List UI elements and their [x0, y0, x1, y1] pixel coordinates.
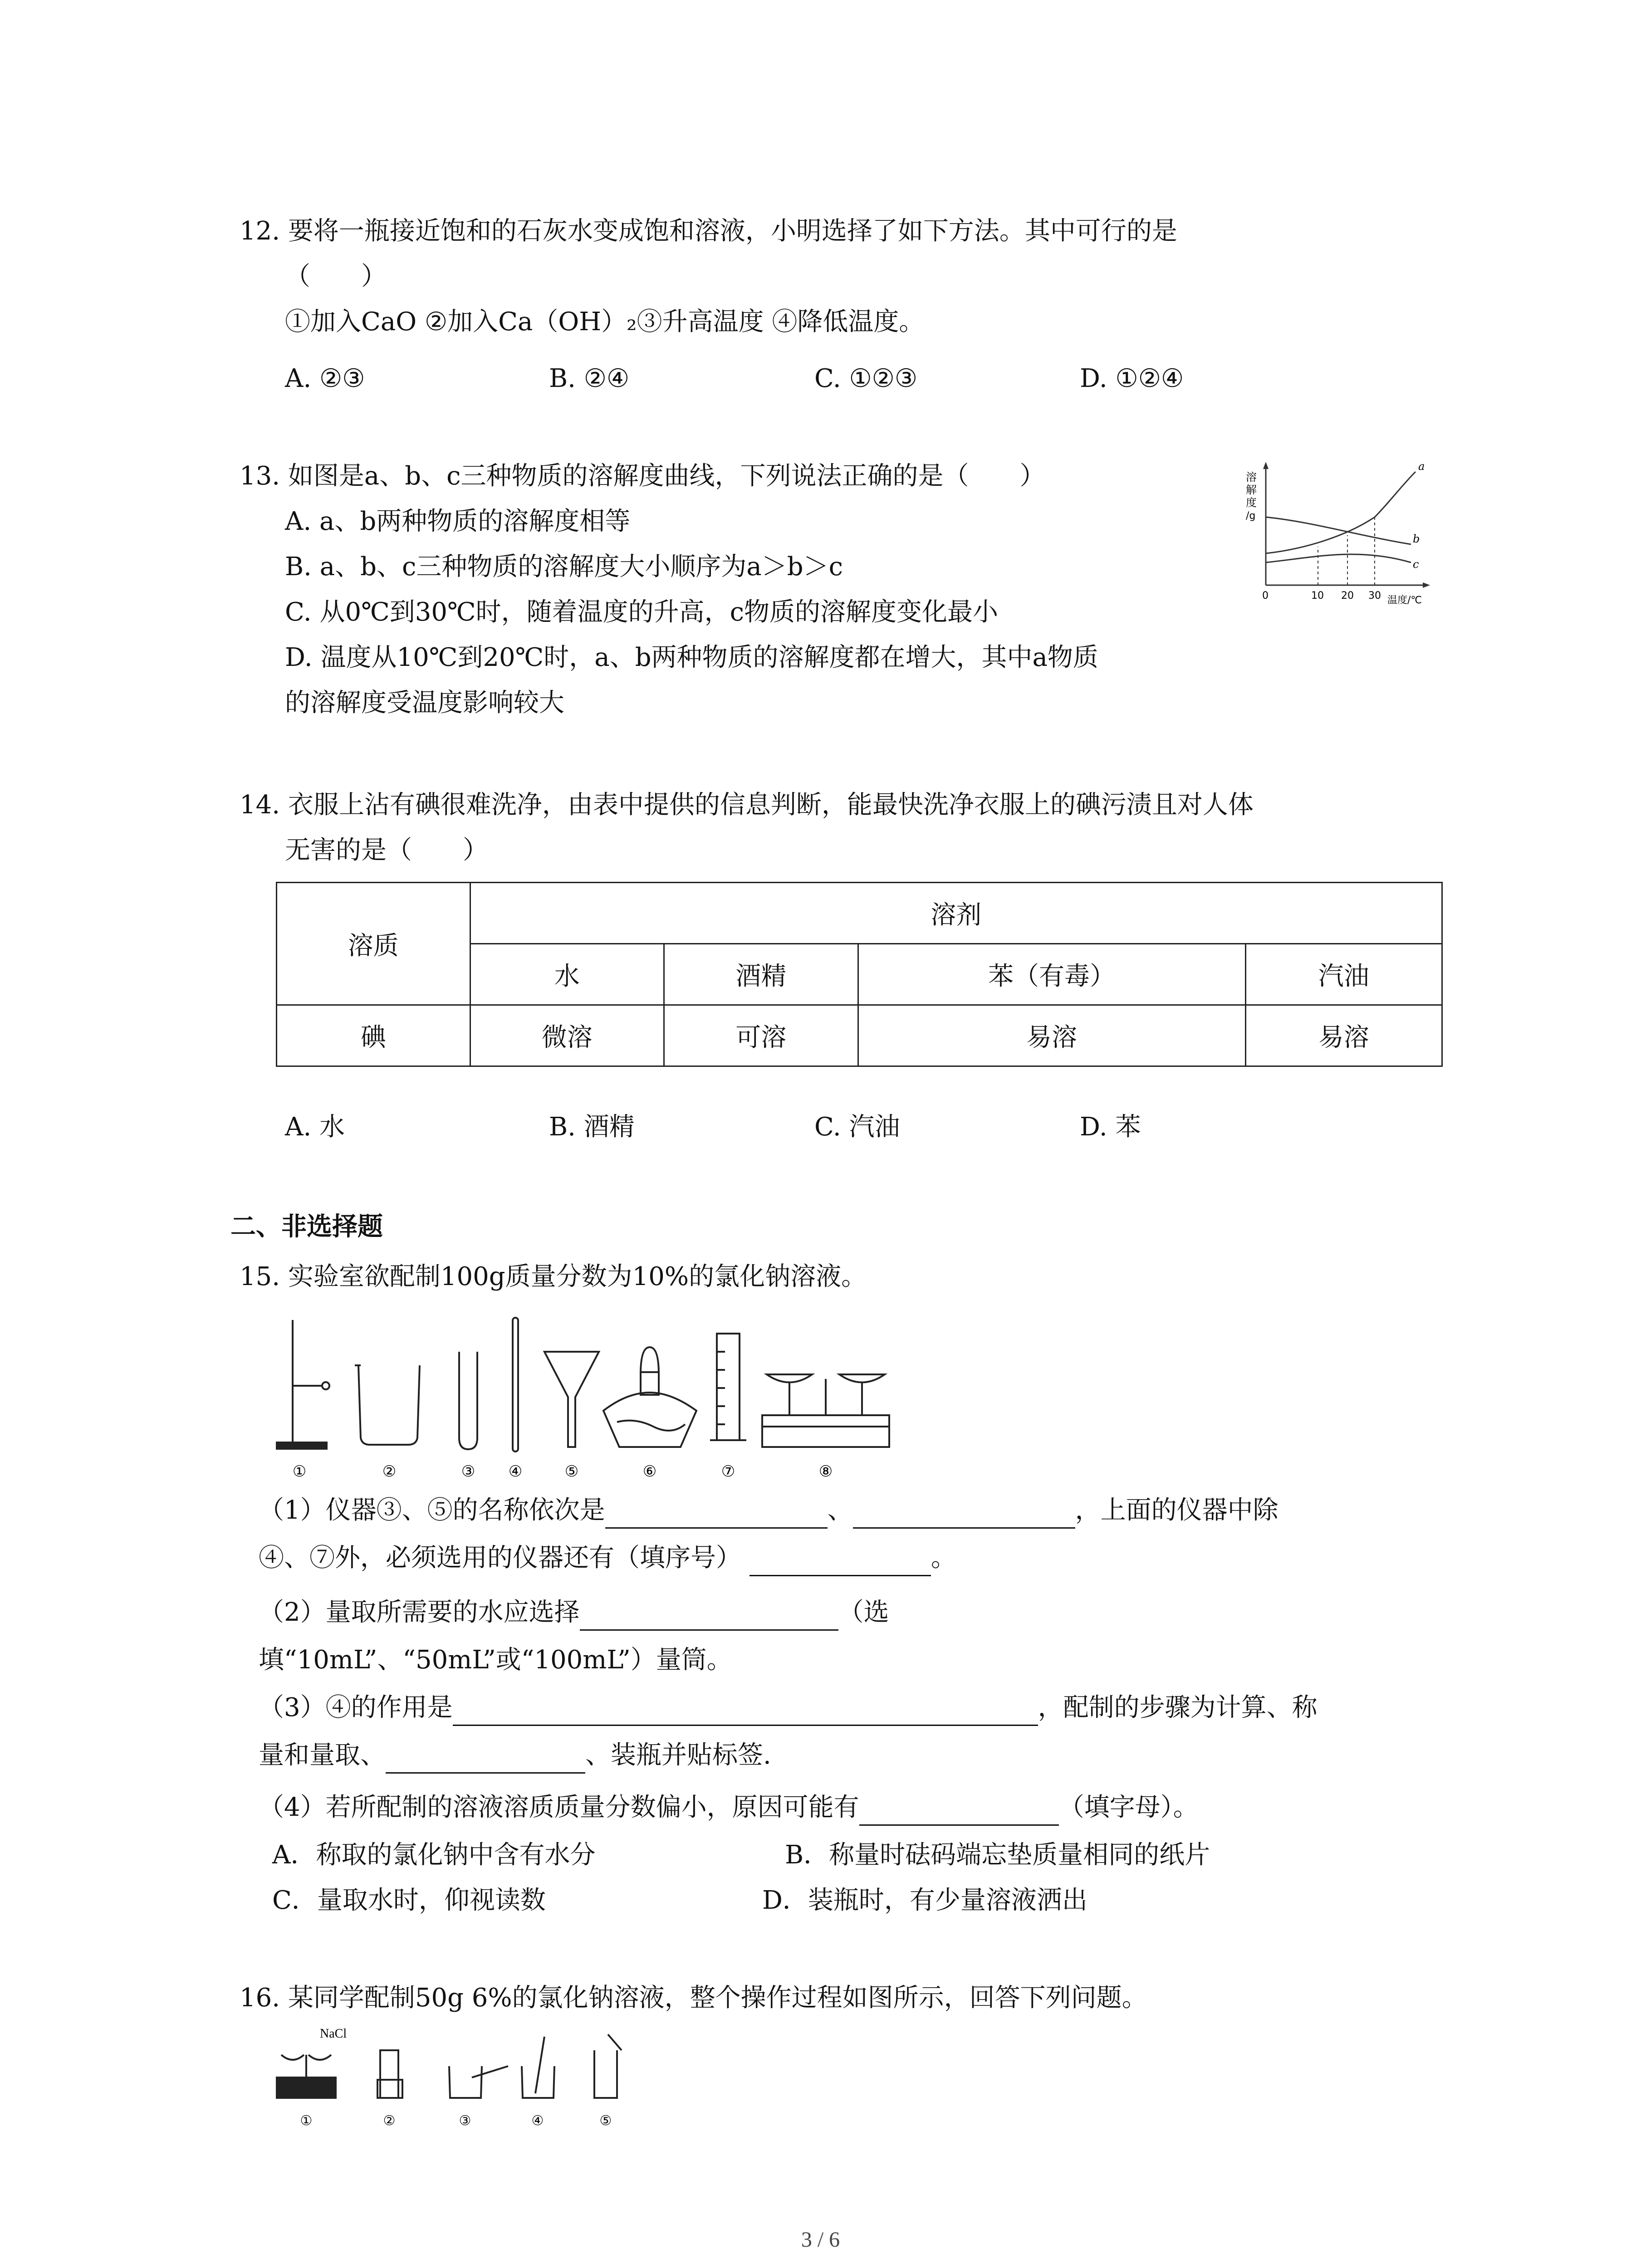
q13-option-c: C. 从0℃到30℃时，随着温度的升高，c物质的溶解度变化最小 [285, 597, 998, 627]
curve-c [1266, 554, 1411, 562]
nacl-label: NaCl [320, 2027, 347, 2041]
x-tick-10: 10 [1311, 590, 1324, 601]
q15-blank-instrument-3[interactable] [605, 1500, 828, 1529]
table-cell: 易溶 [1245, 1005, 1442, 1066]
table-solvent-benzene: 苯（有毒） [858, 944, 1245, 1005]
q14-stem-line2: 无害的是（ ） [285, 836, 488, 865]
apparatus-number-5: ⑤ [564, 1462, 579, 1481]
q13-stem: 13. 如图是a、b、c三种物质的溶解度曲线，下列说法正确的是（ ） [240, 461, 1045, 491]
q15-blank-required-instruments[interactable] [749, 1548, 931, 1576]
q15-part1-line2: ④、⑦外，必须选用的仪器还有（填序号） 。 [259, 1540, 956, 1576]
table-header-solute: 溶质 [277, 883, 470, 1005]
q16-stem: 16. 某同学配制50g 6%的氯化钠溶液，整个操作过程如图所示，回答下列问题。 [240, 1983, 1147, 2013]
table-solute-iodine: 碘 [277, 1005, 470, 1066]
q12-option-b: B. ②④ [549, 364, 630, 393]
solubility-table [276, 882, 1443, 1067]
apparatus-number-2: ② [382, 1462, 397, 1481]
y-label-2: 解 [1246, 484, 1257, 496]
q14-stem-line1: 14. 衣服上沾有碘很难洗净，由表中提供的信息判断，能最快洗净衣服上的碘污渍且对人体 [240, 790, 1254, 820]
apparatus-number-7: ⑦ [721, 1462, 735, 1481]
q13-option-d-continued: 的溶解度受温度影响较大 [285, 688, 564, 718]
step-number-1: ① [300, 2113, 313, 2129]
q15-part2-line2: 填“10mL”、“50mL”或“100mL”）量筒。 [259, 1645, 732, 1675]
q15-blank-rod-function[interactable] [453, 1697, 1038, 1726]
q12-option-a: A. ②③ [285, 364, 365, 393]
apparatus-number-6: ⑥ [642, 1462, 657, 1481]
y-label-3: 度 [1246, 496, 1257, 509]
apparatus-number-4: ④ [508, 1462, 523, 1481]
q13-option-a: A. a、b两种物质的溶解度相等 [285, 507, 631, 536]
q15-part1-line1: （1）仪器③、⑤的名称依次是 、 ，上面的仪器中除 [259, 1492, 1279, 1529]
section-title: 二、非选择题 [230, 1212, 383, 1242]
q15-choice-b: B．称量时砝码端忘垫质量相同的纸片 [785, 1840, 1210, 1870]
q15-part4-line: （4）若所配制的溶液溶质质量分数偏小，原因可能有 （填字母）。 [259, 1789, 1199, 1826]
apparatus-number-1: ① [292, 1462, 307, 1481]
q14-option-a: A. 水 [285, 1112, 345, 1142]
q14-option-b: B. 酒精 [549, 1112, 635, 1142]
y-label-1: 溶 [1246, 471, 1257, 484]
table-solvent-water: 水 [470, 944, 664, 1005]
table-cell: 微溶 [470, 1005, 664, 1066]
x-tick-20: 20 [1341, 590, 1354, 601]
curve-b [1266, 517, 1411, 544]
step-number-2: ② [383, 2113, 396, 2129]
q15-part2-line1: （2）量取所需要的水应选择 （选 [259, 1594, 889, 1631]
x-axis-label: 温度/℃ [1387, 595, 1422, 606]
table-header-solvent: 溶剂 [470, 883, 1442, 944]
table-solvent-gasoline: 汽油 [1245, 944, 1442, 1005]
step-number-3: ③ [459, 2113, 471, 2129]
q15-part3-line1: （3）④的作用是 ，配制的步骤为计算、称 [259, 1690, 1318, 1726]
x-tick-0: 0 [1262, 590, 1269, 601]
table-cell: 易溶 [858, 1005, 1245, 1066]
curve-label-b: b [1413, 533, 1420, 545]
page-number: 3 / 6 [801, 2228, 840, 2252]
q15-blank-instrument-5[interactable] [853, 1500, 1075, 1529]
q15-choice-d: D．装瓶时，有少量溶液洒出 [762, 1886, 1087, 1915]
q13-option-b: B. a、b、c三种物质的溶解度大小顺序为a＞b＞c [285, 552, 843, 582]
step-number-4: ④ [531, 2113, 544, 2129]
q15-choice-a: A．称取的氯化钠中含有水分 [272, 1840, 596, 1870]
q15-blank-cylinder-size[interactable] [580, 1602, 838, 1631]
curve-label-a: a [1418, 460, 1425, 473]
q14-option-c: C. 汽油 [814, 1112, 900, 1142]
apparatus-number-8: ⑧ [818, 1462, 833, 1481]
y-label-4: /g [1246, 510, 1256, 522]
q15-blank-reasons[interactable] [859, 1797, 1059, 1826]
lab-apparatus-figure [272, 1306, 907, 1483]
q12-stem: 12. 要将一瓶接近饱和的石灰水变成饱和溶液，小明选择了如下方法。其中可行的是 [240, 216, 1177, 246]
table-solvent-alcohol: 酒精 [664, 944, 858, 1005]
q12-methods: ①加入CaO ②加入Ca（OH）₂③升高温度 ④降低温度。 [285, 307, 925, 337]
q15-part3-line2: 量和量取、 、装瓶并贴标签. [259, 1737, 771, 1774]
q12-option-d: D. ①②④ [1080, 364, 1184, 393]
q15-stem: 15. 实验室欲配制100g质量分数为10%的氯化钠溶液。 [240, 1262, 867, 1291]
q12-option-c: C. ①②③ [814, 364, 918, 393]
q13-option-d: D. 温度从10℃到20℃时，a、b两种物质的溶解度都在增大，其中a物质 [285, 643, 1098, 672]
q14-option-d: D. 苯 [1080, 1112, 1141, 1142]
q15-choice-c: C．量取水时，仰视读数 [272, 1886, 546, 1915]
table-cell: 可溶 [664, 1005, 858, 1066]
q12-answer-paren: （ ） [285, 262, 387, 291]
q15-blank-step[interactable] [386, 1745, 585, 1774]
solubility-curve-figure [1243, 449, 1434, 612]
step-number-5: ⑤ [599, 2113, 612, 2129]
x-tick-30: 30 [1368, 590, 1381, 601]
apparatus-number-3: ③ [461, 1462, 475, 1481]
curve-label-c: c [1413, 558, 1419, 571]
solution-prep-figure [272, 2023, 681, 2132]
